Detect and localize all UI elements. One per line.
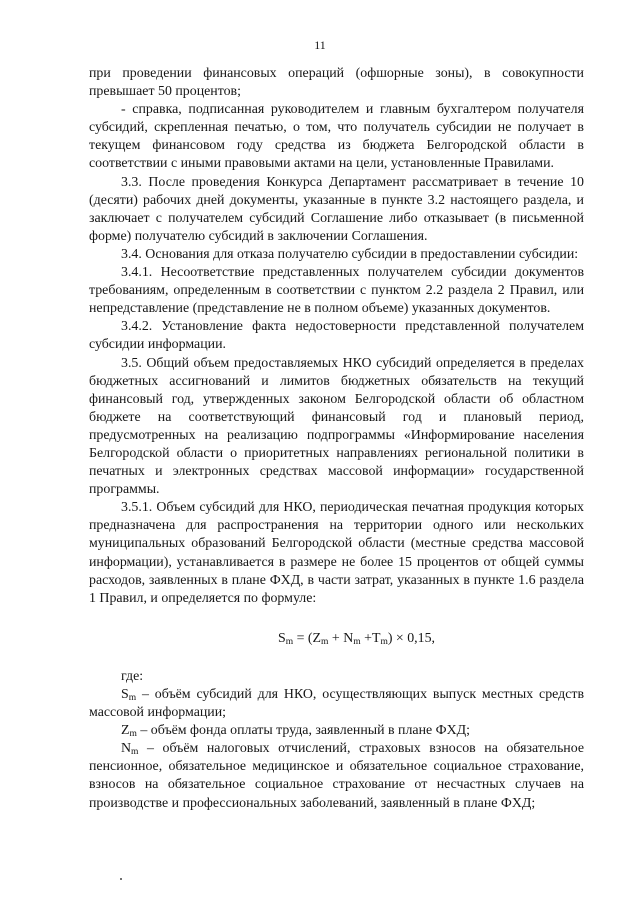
definition-nm: [89, 740, 584, 812]
definition-sm-text: – объём субсидий для НКО, осуществляющих выпуск местных средств массовой информации;: [89, 687, 584, 721]
paragraph-3-3: 3.3. После проведения Конкурса Департамент рассматривает в течение 10 (десяти) рабочих дней документы, указанные в пункте 3.2 настоящего раздела, и заключает с получателем субсидий Соглашение либо отказывает (в письменной форме) получателю субсидий в заключении Соглашения.: [89, 174, 584, 244]
definition-zm-text: – объём фонда оплаты труда, заявленный в плане ФХД;: [136, 723, 470, 739]
paragraph-3-4-1: 3.4.1. Несоответствие представленных получателем субсидии документов требованиям, определенным в соответствии с пунктом 2.2 раздела 2 Правил, или непредставление (представление не в полном объеме) указанных документов.: [89, 265, 584, 317]
scan-speck: [120, 878, 122, 880]
formula-plus-2: +: [360, 630, 372, 646]
paragraph-certificate: - справка, подписанная руководителем и главным бухгалтером получателя субсидий, скрепленная печатью, о том, что получатель субсидии не получает в текущем финансовом году средства из бюджета Белгородской области в соответствии с иными правовыми актами на цели, установленные Правилами.: [89, 102, 584, 172]
formula-close: ) × 0,15,: [387, 630, 436, 646]
formula-t: T: [371, 630, 381, 646]
paragraph-3-4: 3.4. Основания для отказа получателю субсидии в предоставлении субсидии:: [121, 246, 579, 262]
definition-sm-sub: m: [128, 693, 137, 703]
page-number: 11: [314, 38, 326, 52]
definition-zm: [89, 722, 584, 740]
definition-nm-text: – объём налоговых отчислений, страховых взносов на обязательное пенсионное, обязательное медицинское и обязательное социальное страхование, взносов на обязательное социальное страхование от несчастных случаев на производстве и профессиональных заболеваний, заявленный в плане ФХД;: [89, 741, 584, 811]
where-label: где:: [121, 668, 144, 684]
definition-sm: [89, 686, 584, 722]
definition-nm-sub: m: [131, 747, 139, 758]
formula-z: Z: [312, 630, 322, 646]
formula-z-sub: m: [321, 636, 329, 647]
formula-s-sub: m: [285, 636, 294, 647]
formula-plus-1: +: [328, 630, 344, 646]
formula-n-sub: m: [353, 636, 361, 647]
definition-zm-symbol: Z: [121, 723, 130, 739]
formula-t-sub: m: [380, 636, 388, 647]
formula-s: S: [277, 630, 286, 646]
paragraph-3-4-2: 3.4.2. Установление факта недостоверности представленной получателем субсидии информации.: [89, 319, 584, 353]
paragraph-3-5: 3.5. Общий объем предоставляемых НКО субсидий определяется в пределах бюджетных ассигнований и лимитов бюджетных обязательств на текущий финансовый год, утвержденных законом Белгородской области об областном бюджете на соответствующий финансовый год и плановый период, предусмотренных на реализацию подпрограммы «Информирование населения Белгородской области о приоритетных направлениях региональной политики в печатных и электронных средствах массовой информации» государственной программы.: [89, 355, 584, 498]
definition-zm-sub: m: [129, 729, 137, 740]
formula-eq-open: = (: [293, 630, 313, 646]
paragraph-continuation: при проведении финансовых операций (офшорные зоны), в совокупности превышает 50 процентов;: [89, 66, 584, 100]
definition-nm-symbol: N: [121, 741, 132, 757]
document-body: [89, 65, 584, 813]
formula-n: N: [343, 630, 354, 646]
definition-sm-symbol: S: [121, 687, 129, 702]
paragraph-3-5-1: 3.5.1. Объем субсидий для НКО, периодическая печатная продукция которых предназначена для распространения на территории одного или нескольких муниципальных образований Белгородской области (местные средства массовой информации), устанавливается в размере не более 15 процентов от общей суммы расходов, заявленных в плане ФХД, в части затрат, указанных в пункте 1.6 раздела 1 Правил, и определяется по формуле:: [89, 500, 584, 606]
subsidy-formula: [89, 630, 584, 648]
